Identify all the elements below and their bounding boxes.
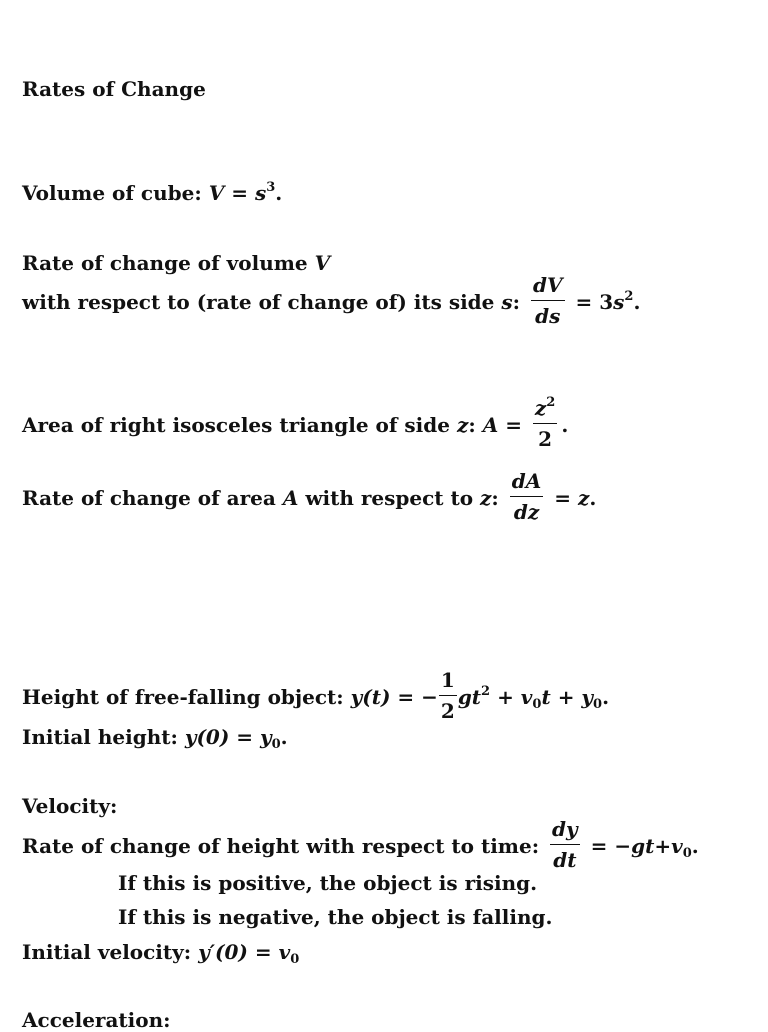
triangle-area-fraction bbox=[533, 396, 557, 451]
freefall-half-denominator: 2 bbox=[440, 699, 455, 723]
triangle-area-num-base: z bbox=[534, 396, 547, 420]
cube-derivative-coef: 3 bbox=[599, 290, 614, 314]
cube-volume-eq: = bbox=[231, 181, 248, 205]
triangle-area-var: z bbox=[456, 413, 469, 437]
freefall-height-lhs: y(t) bbox=[350, 685, 391, 709]
velocity-derivative-end: . bbox=[691, 834, 699, 858]
freefall-initial-label: Initial height: bbox=[22, 725, 178, 749]
triangle-area-lhs: A bbox=[482, 413, 499, 437]
triangle-area-eq: = bbox=[505, 413, 522, 437]
cube-rate-line2-text: with respect to (rate of change of) its side bbox=[22, 290, 495, 314]
triangle-rate-var-z: z bbox=[480, 486, 492, 510]
cube-derivative-end: . bbox=[633, 290, 641, 314]
freefall-half-numerator: 1 bbox=[439, 668, 457, 696]
acceleration-heading bbox=[22, 1010, 171, 1030]
freefall-height-end: . bbox=[602, 685, 610, 709]
freefall-half-fraction bbox=[439, 668, 457, 723]
triangle-rate-line bbox=[22, 469, 597, 527]
freefall-plus-1: + bbox=[497, 685, 514, 709]
velocity-rate-line bbox=[22, 817, 699, 875]
triangle-area-denominator: 2 bbox=[538, 427, 553, 451]
velocity-derivative-numerator: dy bbox=[550, 817, 580, 845]
triangle-rate-var-a: A bbox=[282, 486, 299, 510]
cube-rate-line2-colon: : bbox=[512, 290, 521, 314]
velocity-rate-label: Rate of change of height with respect to time: bbox=[22, 834, 540, 858]
cube-volume-rhs-exp: 3 bbox=[266, 180, 276, 195]
freefall-height-eq: = − bbox=[397, 685, 438, 709]
cube-derivative-denominator: ds bbox=[535, 304, 561, 328]
cube-rate-line2 bbox=[22, 273, 641, 331]
cube-volume-end: . bbox=[275, 181, 283, 205]
freefall-term-gt: gt bbox=[457, 685, 482, 709]
cube-rate-line1 bbox=[22, 253, 330, 273]
triangle-derivative-rhs: z bbox=[577, 486, 590, 510]
cube-volume-lhs: V bbox=[208, 181, 225, 205]
freefall-plus-2: + bbox=[557, 685, 575, 709]
page-title bbox=[22, 79, 206, 99]
velocity-heading bbox=[22, 796, 117, 816]
cube-derivative-fraction bbox=[531, 273, 565, 328]
velocity-heading-text: Velocity: bbox=[22, 794, 118, 818]
triangle-area-num-exp: 2 bbox=[546, 395, 556, 410]
velocity-initial-rhs: v bbox=[278, 940, 291, 964]
freefall-term-gt-exp: 2 bbox=[481, 684, 491, 699]
velocity-derivative-v-sub: 0 bbox=[682, 846, 692, 861]
freefall-initial-eq: = bbox=[236, 725, 254, 749]
cube-rate-line1-text: Rate of change of volume bbox=[22, 251, 308, 275]
freefall-initial-rhs: y bbox=[260, 725, 272, 749]
cube-volume-rhs-base: s bbox=[254, 181, 267, 205]
cube-derivative-exp: 2 bbox=[624, 289, 634, 304]
velocity-negative-note-text: If this is negative, the object is falling. bbox=[118, 905, 553, 929]
freefall-term-y-sub: 0 bbox=[593, 697, 603, 712]
freefall-initial-lhs: y(0) bbox=[184, 725, 230, 749]
triangle-derivative-numerator: dA bbox=[510, 469, 544, 497]
freefall-term-v: v bbox=[520, 685, 533, 709]
velocity-derivative-denominator: dt bbox=[553, 848, 577, 872]
velocity-initial-line bbox=[22, 940, 300, 967]
velocity-derivative-plus: + bbox=[654, 834, 672, 858]
velocity-positive-note bbox=[118, 873, 537, 893]
freefall-term-t: t bbox=[541, 685, 551, 709]
velocity-initial-eq: = bbox=[254, 940, 272, 964]
velocity-initial-lhs: y′(0) bbox=[198, 940, 248, 964]
velocity-negative-note bbox=[118, 907, 552, 927]
velocity-derivative-fraction bbox=[550, 817, 580, 872]
velocity-initial-label: Initial velocity: bbox=[22, 940, 192, 964]
cube-volume-label: Volume of cube: bbox=[22, 181, 202, 205]
freefall-initial-height-line bbox=[22, 725, 288, 752]
page-title-text: Rates of Change bbox=[22, 77, 206, 101]
cube-derivative-base: s bbox=[613, 290, 625, 314]
velocity-derivative-eq: = − bbox=[590, 834, 632, 858]
triangle-rate-text2: with respect to bbox=[305, 486, 474, 510]
cube-derivative-numerator: dV bbox=[531, 273, 565, 301]
triangle-area-end: . bbox=[561, 413, 569, 437]
velocity-positive-note-text: If this is positive, the object is rising. bbox=[118, 871, 538, 895]
freefall-term-v-sub: 0 bbox=[532, 697, 542, 712]
cube-derivative-eq: = bbox=[575, 290, 593, 314]
acceleration-heading-text: Acceleration: bbox=[22, 1008, 171, 1032]
velocity-initial-rhs-sub: 0 bbox=[290, 952, 300, 967]
triangle-area-label: Area of right isosceles triangle of side bbox=[22, 413, 450, 437]
freefall-height-line bbox=[22, 668, 610, 726]
triangle-area-colon: : bbox=[468, 413, 476, 437]
velocity-derivative-gt: gt bbox=[631, 834, 655, 858]
cube-rate-line2-var: s bbox=[501, 290, 513, 314]
freefall-initial-end: . bbox=[280, 725, 288, 749]
velocity-derivative-v: v bbox=[671, 834, 683, 858]
triangle-derivative-end: . bbox=[589, 486, 597, 510]
triangle-rate-colon: : bbox=[491, 486, 499, 510]
cube-volume-line bbox=[22, 180, 283, 205]
triangle-area-numerator bbox=[533, 396, 557, 424]
freefall-height-label: Height of free-falling object: bbox=[22, 685, 344, 709]
triangle-derivative-denominator: dz bbox=[513, 500, 540, 524]
triangle-rate-text1: Rate of change of area bbox=[22, 486, 276, 510]
freefall-term-y: y bbox=[581, 685, 594, 709]
triangle-derivative-fraction bbox=[510, 469, 544, 524]
freefall-initial-rhs-sub: 0 bbox=[271, 737, 281, 752]
triangle-area-line bbox=[22, 395, 569, 454]
cube-rate-line1-var: V bbox=[314, 251, 331, 275]
triangle-derivative-eq: = bbox=[554, 486, 572, 510]
